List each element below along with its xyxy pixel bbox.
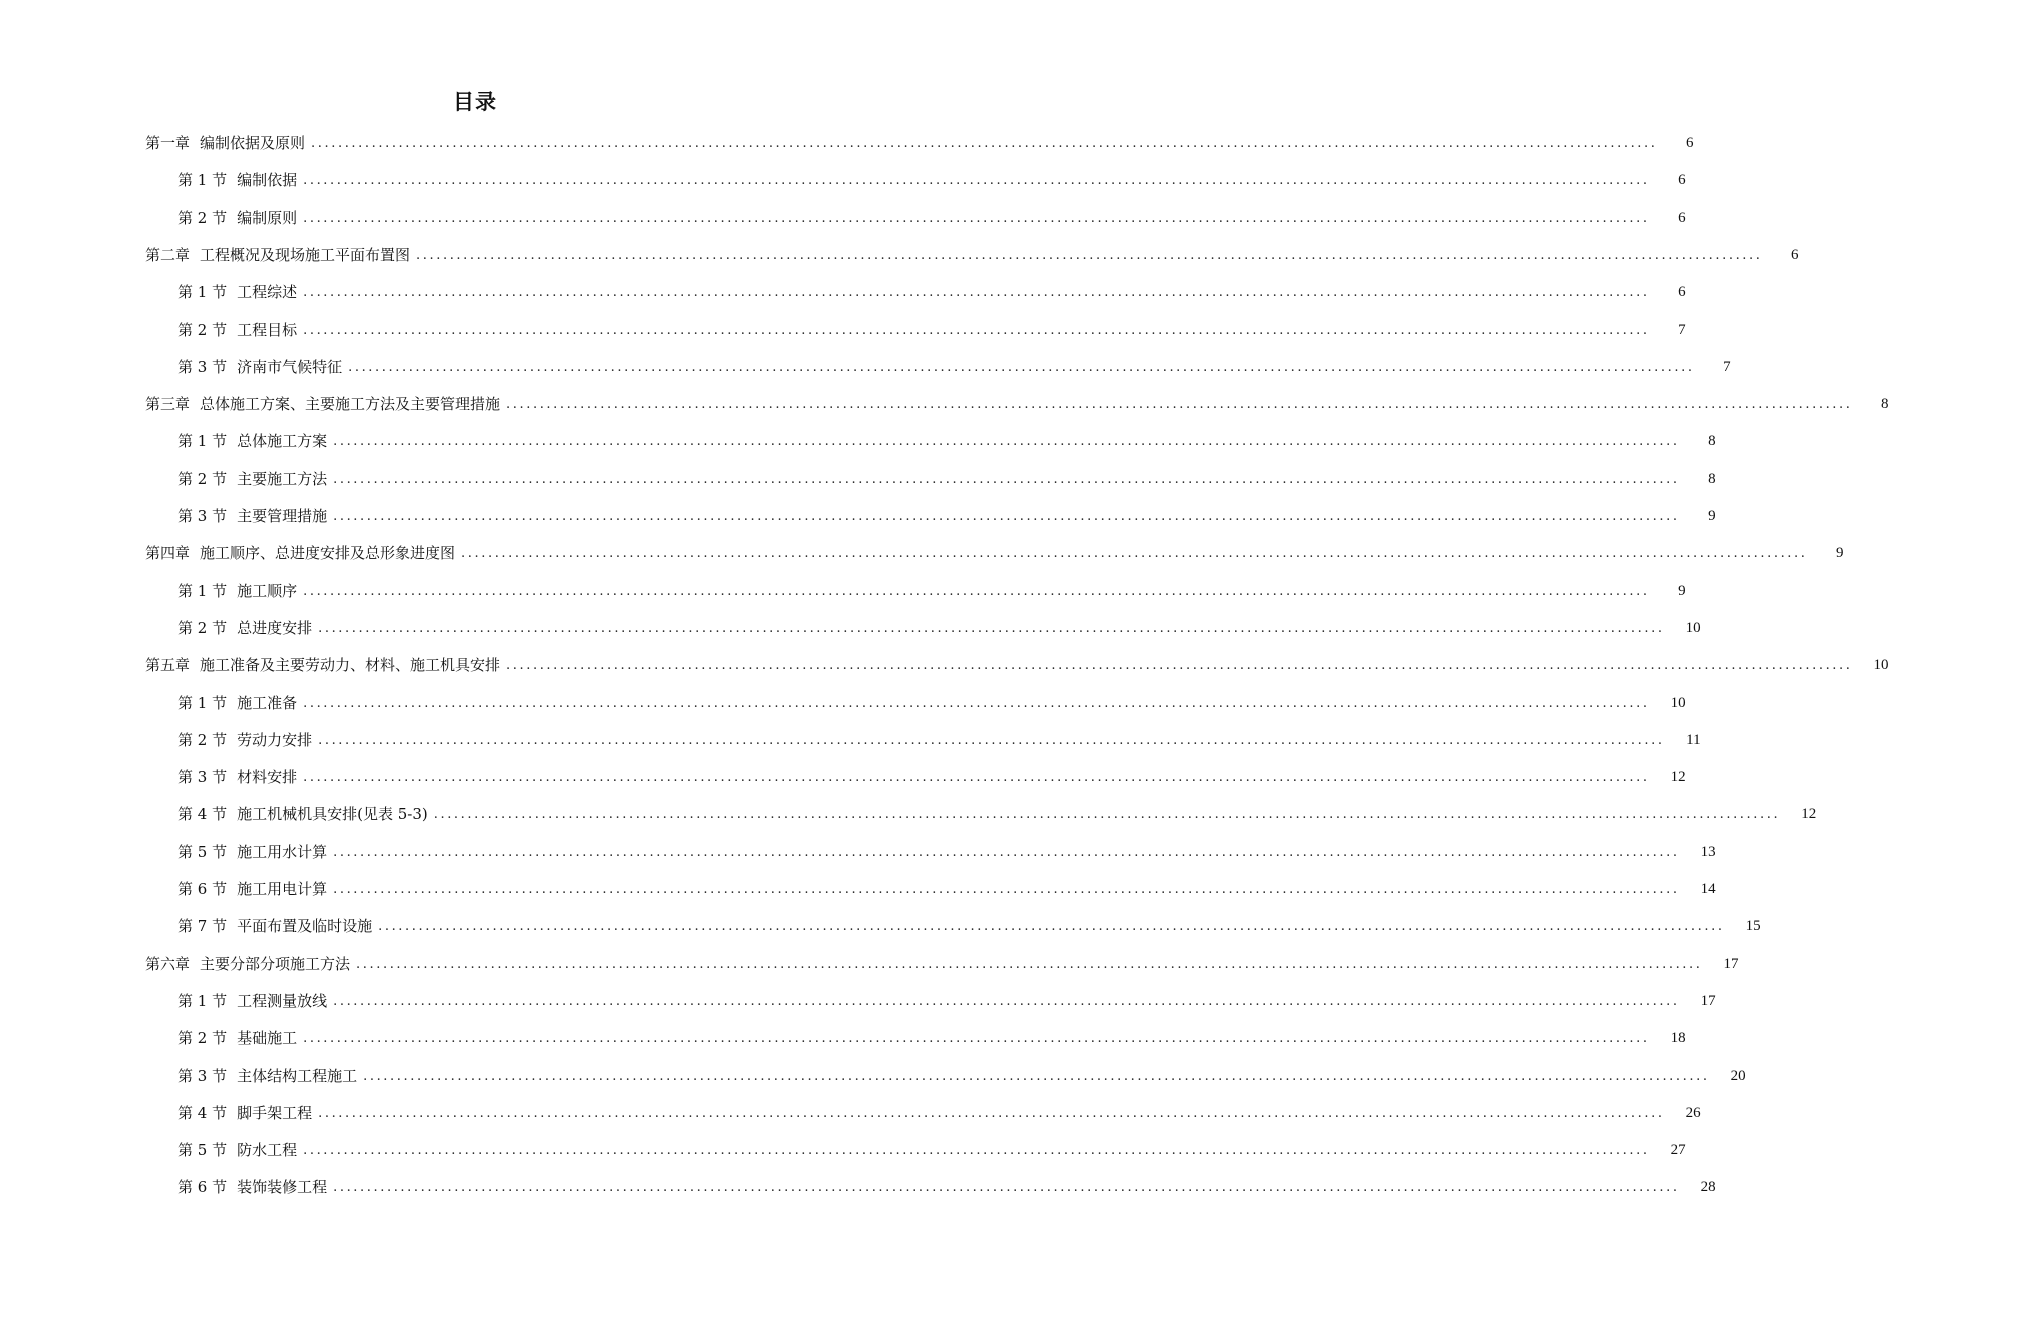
- toc-section-entry[interactable]: [0, 610, 1701, 647]
- toc-entry-number: 第 2 节: [178, 730, 228, 749]
- toc-section-entry[interactable]: [0, 834, 1716, 871]
- dot-leader: ........................................................................................................................................................................................................: [303, 695, 1650, 711]
- toc-section-entry[interactable]: [0, 349, 1731, 386]
- toc-entry-title: 济南市气候特征: [237, 357, 343, 376]
- dot-leader: ........................................................................................................................................................................................................: [333, 993, 1680, 1009]
- toc-entry-title: 平面布置及临时设施: [237, 917, 373, 936]
- toc-page-number: 11: [1686, 731, 1701, 748]
- toc-page-number: 28: [1700, 1179, 1716, 1196]
- toc-section-entry[interactable]: [0, 274, 1686, 311]
- dot-leader: ........................................................................................................................................................................................................: [333, 471, 1680, 487]
- toc-entry-title: 施工用电计算: [237, 880, 328, 898]
- toc-entry-title: 主要分部分项施工方法: [200, 954, 351, 973]
- toc-entry-label: [0, 498, 327, 535]
- toc-entry-number: 第四章: [145, 544, 191, 563]
- toc-page-number: 8: [1708, 470, 1716, 487]
- toc-page-number: 17: [1723, 955, 1739, 972]
- dot-leader: ........................................................................................................................................................................................................: [378, 919, 1725, 935]
- toc-entry-number: 第 5 节: [178, 842, 228, 861]
- toc-entry-label: [0, 162, 297, 199]
- toc-entry-title: 施工准备及主要劳动力、材料、施工机具安排: [200, 656, 501, 675]
- toc-section-entry[interactable]: [0, 312, 1686, 349]
- toc-entry-title: 工程综述: [237, 283, 298, 302]
- toc-entry-number: 第 1 节: [178, 283, 228, 302]
- page-title: 目录: [453, 90, 497, 114]
- toc-section-entry[interactable]: [0, 796, 1817, 833]
- toc-page-number: 12: [1801, 806, 1817, 823]
- dot-leader: ........................................................................................................................................................................................................: [303, 285, 1650, 301]
- toc-entry-number: 第 1 节: [178, 171, 228, 190]
- toc-entry-number: 第 2 节: [178, 1029, 228, 1048]
- dot-leader: ........................................................................................................................................................................................................: [303, 1031, 1650, 1047]
- dot-leader: ........................................................................................................................................................................................................: [303, 1143, 1650, 1159]
- toc-page-number: 10: [1873, 657, 1889, 674]
- dot-leader: ........................................................................................................................................................................................................: [348, 359, 1695, 375]
- toc-chapter-entry[interactable]: [0, 237, 1799, 274]
- toc-entry-title: 主要施工方法: [237, 469, 328, 488]
- toc-entry-label: [0, 237, 410, 274]
- toc-page-number: 15: [1745, 918, 1761, 935]
- toc-page-number: 6: [1686, 135, 1694, 151]
- toc-page-number: 9: [1708, 508, 1716, 524]
- toc-entry-number: 第 7 节: [178, 917, 228, 936]
- toc-section-entry[interactable]: [0, 423, 1716, 460]
- dot-leader: ........................................................................................................................................................................................................: [318, 1105, 1665, 1121]
- dot-leader: ........................................................................................................................................................................................................: [356, 956, 1703, 972]
- toc-entry-label: [0, 722, 312, 759]
- toc-entry-title: 基础施工: [237, 1029, 298, 1048]
- toc-section-entry[interactable]: [0, 685, 1686, 722]
- toc-section-entry[interactable]: [0, 871, 1716, 908]
- dot-leader: ........................................................................................................................................................................................................: [461, 546, 1808, 562]
- dot-leader: ........................................................................................................................................................................................................: [363, 1068, 1710, 1084]
- toc-entry-label: [0, 423, 327, 460]
- toc-page-number: 6: [1678, 172, 1686, 189]
- toc-entry-label: [0, 834, 327, 871]
- toc-entry-label: [0, 1020, 297, 1057]
- dot-leader: ........................................................................................................................................................................................................: [318, 732, 1665, 748]
- toc-entry-title: 施工机械机具安排(见表 5-3): [237, 805, 428, 824]
- toc-entry-number: 第二章: [145, 245, 191, 264]
- toc-entry-title: 编制依据及原则: [200, 134, 306, 152]
- toc-page-number: 7: [1678, 321, 1686, 338]
- toc-entry-number: 第五章: [145, 656, 191, 675]
- toc-entry-label: [0, 349, 342, 386]
- toc-section-entry[interactable]: [0, 1095, 1701, 1132]
- toc-entry-number: 第 4 节: [178, 1103, 228, 1122]
- toc-entry-title: 材料安排: [237, 768, 298, 787]
- toc-page-number: 20: [1730, 1067, 1746, 1084]
- toc-entry-label: [0, 386, 500, 423]
- toc-entry-number: 第 1 节: [178, 581, 228, 600]
- toc-entry-label: [0, 1058, 357, 1095]
- toc-entry-label: [0, 647, 500, 684]
- toc-page-number: 8: [1708, 433, 1716, 450]
- toc-section-entry[interactable]: [0, 461, 1716, 498]
- toc-entry-number: 第 1 节: [178, 693, 228, 712]
- toc-entry-label: [0, 685, 297, 722]
- toc-entry-number: 第三章: [145, 395, 191, 414]
- dot-leader: ........................................................................................................................................................................................................: [303, 210, 1650, 226]
- toc-entry-title: 主要管理措施: [237, 507, 328, 525]
- toc-entry-number: 第 1 节: [178, 432, 228, 451]
- toc-entry-title: 工程测量放线: [237, 991, 328, 1010]
- toc-section-entry[interactable]: [0, 759, 1686, 796]
- toc-entry-title: 施工准备: [237, 693, 298, 712]
- toc-page-number: 6: [1678, 284, 1686, 301]
- dot-leader: ........................................................................................................................................................................................................: [506, 397, 1853, 413]
- toc-page-number: 6: [1791, 246, 1799, 263]
- toc-entry-number: 第 2 节: [178, 469, 228, 488]
- toc-page-number: 14: [1700, 881, 1716, 897]
- toc-entry-label: [0, 573, 297, 610]
- toc-entry-label: [0, 759, 297, 796]
- toc-section-entry[interactable]: [0, 162, 1686, 199]
- toc-entry-number: 第 6 节: [178, 1178, 228, 1197]
- toc-entry-label: [0, 946, 350, 983]
- toc-entry-title: 总进度安排: [237, 618, 313, 637]
- toc-entry-label: [0, 1095, 312, 1132]
- toc-entry-label: [0, 125, 305, 162]
- toc-section-entry[interactable]: [0, 1058, 1746, 1095]
- toc-page-number: 9: [1678, 582, 1686, 599]
- toc-entry-label: [0, 983, 327, 1020]
- toc-entry-number: 第 3 节: [178, 357, 228, 376]
- toc-entry-label: [0, 796, 428, 833]
- toc-chapter-entry[interactable]: [0, 647, 1889, 684]
- dot-leader: ........................................................................................................................................................................................................: [311, 136, 1658, 151]
- toc-entry-title: 编制原则: [237, 208, 298, 227]
- dot-leader: ........................................................................................................................................................................................................: [333, 844, 1680, 860]
- toc-entry-label: [0, 312, 297, 349]
- toc-entry-number: 第 2 节: [178, 208, 228, 227]
- toc-chapter-entry[interactable]: [0, 946, 1739, 983]
- toc-chapter-entry[interactable]: [0, 535, 1844, 572]
- toc-page-number: 7: [1723, 358, 1731, 375]
- toc-entry-title: 工程概况及现场施工平面布置图: [200, 245, 411, 264]
- toc-entry-title: 脚手架工程: [237, 1103, 313, 1122]
- toc-section-entry[interactable]: [0, 200, 1686, 237]
- toc-entry-title: 主体结构工程施工: [237, 1066, 358, 1085]
- toc-entry-title: 施工用水计算: [237, 842, 328, 861]
- toc-page-number: 27: [1670, 1142, 1686, 1159]
- toc-page-number: 13: [1700, 843, 1716, 860]
- toc-section-entry[interactable]: [0, 908, 1761, 945]
- toc-entry-number: 第 3 节: [178, 768, 228, 787]
- dot-leader: ........................................................................................................................................................................................................: [333, 882, 1680, 897]
- toc-entry-title: 施工顺序、总进度安排及总形象进度图: [200, 544, 456, 563]
- toc-page-number: 12: [1670, 769, 1686, 786]
- dot-leader: ........................................................................................................................................................................................................: [303, 173, 1650, 189]
- toc-entry-title: 施工顺序: [237, 581, 298, 600]
- dot-leader: ........................................................................................................................................................................................................: [433, 807, 1781, 823]
- toc-page-number: 10: [1670, 694, 1686, 711]
- toc-section-entry[interactable]: [0, 498, 1716, 535]
- dot-leader: ........................................................................................................................................................................................................: [333, 1180, 1680, 1196]
- dot-leader: ........................................................................................................................................................................................................: [303, 583, 1650, 599]
- toc-page-number: 18: [1670, 1030, 1686, 1047]
- toc-section-entry[interactable]: [0, 573, 1686, 610]
- toc-entry-number: 第 4 节: [178, 805, 228, 824]
- toc-entry-number: 第 1 节: [178, 991, 228, 1010]
- toc-section-entry[interactable]: [0, 722, 1701, 759]
- toc-entry-number: 第 2 节: [178, 320, 228, 339]
- toc-page-number: 8: [1881, 396, 1889, 413]
- toc-entry-number: 第 3 节: [178, 507, 228, 525]
- toc-entry-label: [0, 871, 327, 908]
- dot-leader: ........................................................................................................................................................................................................: [416, 247, 1763, 263]
- toc-entry-number: 第 6 节: [178, 880, 228, 898]
- toc-entry-label: [0, 610, 312, 647]
- toc-entry-number: 第一章: [145, 134, 191, 152]
- toc-entry-number: 第 3 节: [178, 1066, 228, 1085]
- toc-entry-label: [0, 274, 297, 311]
- toc-entry-label: [0, 908, 372, 945]
- toc-entry-title: 编制依据: [237, 171, 298, 190]
- dot-leader: ........................................................................................................................................................................................................: [506, 658, 1853, 674]
- toc-entry-label: [0, 1132, 297, 1169]
- toc-page-number: 17: [1700, 992, 1716, 1009]
- toc-entry-number: 第六章: [145, 954, 191, 973]
- toc-entry-number: 第 5 节: [178, 1141, 228, 1160]
- dot-leader: ........................................................................................................................................................................................................: [333, 509, 1680, 524]
- toc-page-number: 6: [1678, 209, 1686, 226]
- toc-entry-title: 装饰装修工程: [237, 1178, 328, 1197]
- toc-entry-title: 总体施工方案、主要施工方法及主要管理措施: [200, 395, 501, 414]
- toc-chapter-entry[interactable]: [0, 386, 1889, 423]
- toc-section-entry[interactable]: [0, 983, 1716, 1020]
- toc-entry-title: 总体施工方案: [237, 432, 328, 451]
- toc-entry-title: 工程目标: [237, 320, 298, 339]
- toc-chapter-entry[interactable]: [0, 125, 1694, 162]
- toc-section-entry[interactable]: [0, 1132, 1686, 1169]
- toc-section-entry[interactable]: [0, 1020, 1686, 1057]
- toc-section-entry[interactable]: [0, 1169, 1716, 1206]
- toc-entry-label: [0, 461, 327, 498]
- toc-page-number: 26: [1685, 1104, 1701, 1121]
- toc-page-number: 9: [1836, 545, 1844, 562]
- toc-page-number: 10: [1685, 619, 1701, 636]
- toc-entry-title: 防水工程: [237, 1141, 298, 1160]
- toc-entry-number: 第 2 节: [178, 618, 228, 637]
- dot-leader: ........................................................................................................................................................................................................: [303, 322, 1650, 338]
- dot-leader: ........................................................................................................................................................................................................: [303, 770, 1650, 786]
- toc-entry-label: [0, 200, 297, 237]
- toc-entry-title: 劳动力安排: [237, 730, 313, 749]
- toc-entry-label: [0, 1169, 327, 1206]
- toc-entry-label: [0, 535, 455, 572]
- dot-leader: ........................................................................................................................................................................................................: [333, 434, 1680, 450]
- dot-leader: ........................................................................................................................................................................................................: [318, 620, 1665, 636]
